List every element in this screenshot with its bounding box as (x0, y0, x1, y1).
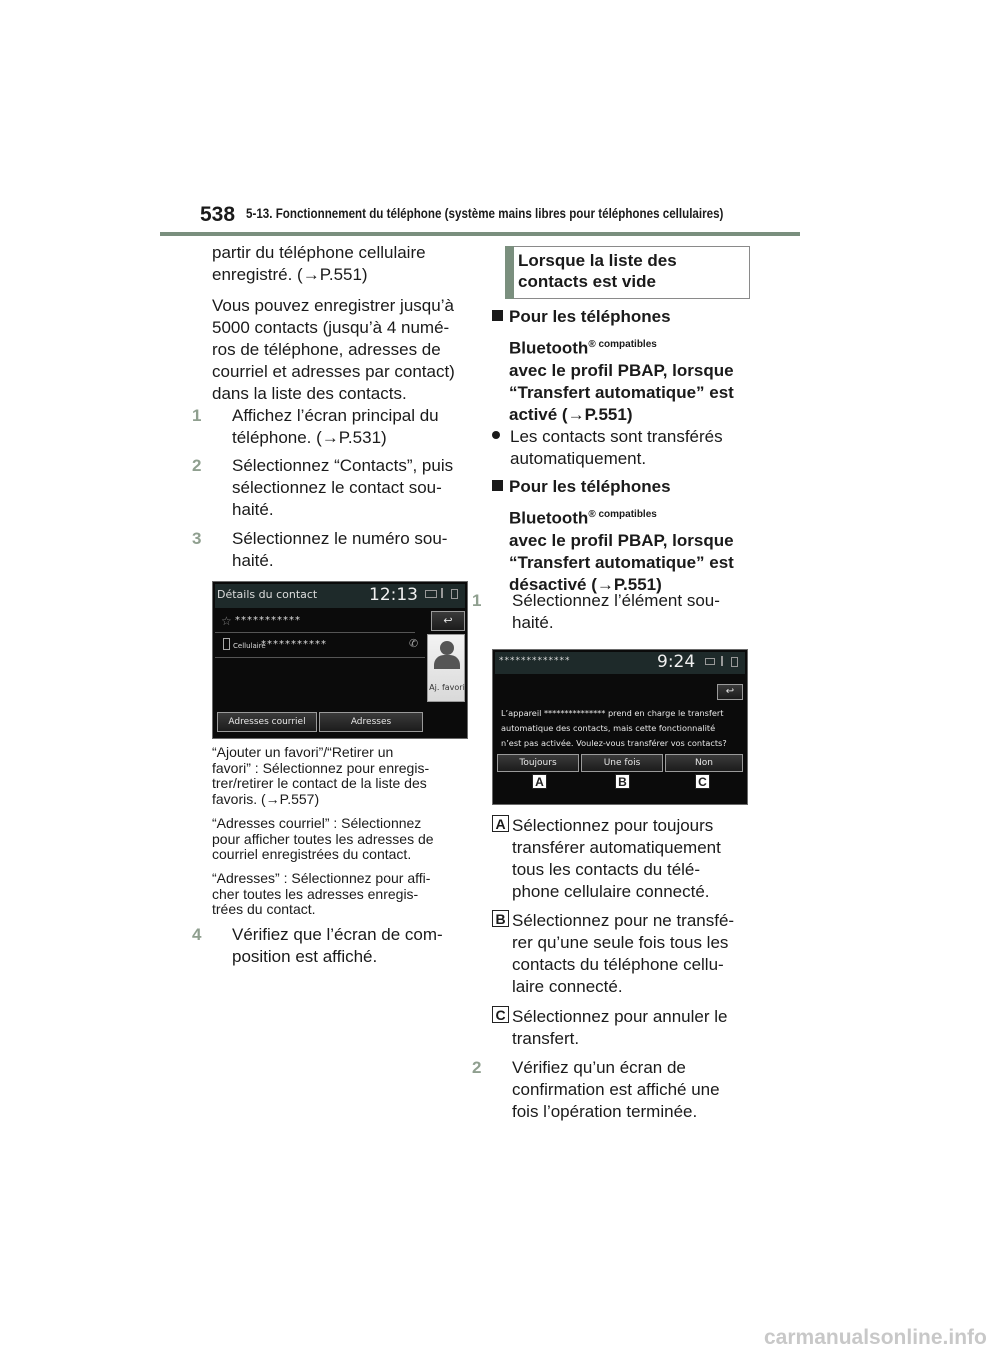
step-1 (192, 405, 482, 449)
caption-line: favori” : Sélectionnez pour enregis- (212, 759, 430, 776)
status-icon (425, 590, 437, 598)
signal-icon (441, 588, 447, 598)
paragraph-line: courriel et adresses par contact) (212, 362, 455, 381)
avatar-head (440, 641, 454, 655)
contact-details-screenshot (212, 581, 468, 739)
step-text: Sélectionnez “Contacts”, puis (232, 456, 454, 475)
step-text: Vérifiez que l’écran de com- (232, 925, 443, 944)
phone-icon (223, 638, 230, 650)
subhead-line: ® compatibles (588, 509, 657, 520)
step-text: position est affiché. (232, 947, 378, 966)
no-button[interactable]: Non (665, 754, 743, 772)
step-text: sélectionnez le contact sou- (232, 478, 442, 497)
step-text: Affichez l’écran principal du (232, 406, 439, 425)
description-a (512, 815, 762, 903)
step-2 (192, 455, 482, 521)
transfer-prompt-screenshot (492, 649, 748, 805)
description-line: Sélectionnez pour ne transfé- (512, 911, 735, 930)
caption-addresses (212, 871, 472, 918)
caption-favorite (212, 745, 472, 807)
addresses-button[interactable]: Adresses (319, 712, 423, 732)
subhead-line: ® compatibles (588, 339, 657, 350)
paragraph-line: ros de téléphone, adresses de (212, 340, 441, 359)
paragraph-line: dans la liste des contacts. (212, 384, 407, 403)
step-number: 4 (192, 925, 202, 944)
callout-label-c: C (695, 774, 710, 789)
callout-label-a: A (532, 774, 547, 789)
step-text: fois l’opération terminée. (512, 1102, 698, 1121)
step-4 (192, 924, 482, 968)
step-number: 2 (192, 456, 202, 475)
caption-line: trées du contact. (212, 901, 316, 917)
step-text: haité. (232, 500, 274, 519)
caption-line: pour afficher toutes les adresses de (212, 830, 434, 847)
subhead-line: avec le profil PBAP, lorsque (509, 360, 734, 380)
clock: 9:24 (657, 652, 696, 672)
step-3 (192, 528, 482, 572)
header-rule (160, 232, 800, 236)
caption-line: cher toutes les adresses enregis- (212, 885, 419, 902)
description-line: contacts du téléphone cellu- (512, 955, 724, 974)
transfer-message (501, 706, 745, 751)
paragraph (212, 295, 472, 405)
section-title (518, 250, 677, 292)
add-favorite-label: Aj. favori (429, 683, 465, 692)
phone-number: *********** (261, 639, 327, 650)
avatar-body (434, 655, 460, 669)
step-text: Vérifiez qu’un écran de (512, 1058, 686, 1077)
subhead-deactivated (492, 476, 762, 596)
message-line: n’est pas activée. Voulez-vous transférer vos contacts? (501, 738, 727, 748)
caption-line: “Adresses courriel” : Sélectionnez (212, 815, 422, 831)
description-line: rer qu’une seule fois tous les (512, 933, 729, 952)
step-number: 1 (472, 591, 482, 610)
subhead-line: activé (→P.551) (509, 404, 633, 424)
description-line: transfert. (512, 1029, 580, 1048)
watermark: carmanualsonline.info (764, 1326, 987, 1349)
step-text: téléphone. (→P.531) (232, 428, 387, 447)
step-number: 3 (192, 529, 202, 548)
name-row (215, 610, 415, 633)
description-line: transférer automatiquement (512, 838, 721, 857)
bullet-line: Les contacts sont transférés (510, 427, 723, 446)
subhead-line: Pour les téléphones (509, 307, 671, 326)
callout-label-b: B (615, 774, 630, 789)
intro-line: partir du téléphone cellulaire (212, 243, 426, 262)
chapter-title: 5-13. Fonctionnement du téléphone (système mains libres pour téléphones cellulaires) (246, 206, 724, 221)
phone-type: Cellulaire (233, 642, 266, 650)
message-line: L’appareil *************** prend en charge le transfert (501, 708, 724, 718)
email-addresses-button[interactable]: Adresses courriel (217, 712, 317, 732)
step-text: haité. (512, 613, 554, 632)
section-accent-bar (505, 246, 514, 299)
caption-email (212, 816, 472, 863)
right-step-2 (472, 1057, 762, 1123)
back-button[interactable]: ↩ (717, 684, 743, 700)
bullet-line: automatiquement. (510, 449, 647, 468)
caption-line: “Ajouter un favori”/“Retirer un (212, 744, 394, 760)
intro-text (212, 242, 472, 286)
device-name: ************* (499, 656, 571, 666)
right-step-1 (472, 590, 762, 634)
step-text: Sélectionnez l’élément sou- (512, 591, 720, 610)
description-line: Sélectionnez pour toujours (512, 816, 714, 835)
caption-line: “Adresses” : Sélectionnez pour affi- (212, 870, 431, 886)
step-text: confirmation est affiché une (512, 1080, 720, 1099)
description-c (512, 1006, 762, 1050)
description-line: tous les contacts du télé- (512, 860, 701, 879)
section-title-line: Lorsque la liste des (518, 251, 677, 270)
battery-icon (731, 657, 738, 667)
section-title-line: contacts est vide (518, 272, 656, 291)
battery-icon (451, 589, 458, 599)
caption-line: favoris. (→P.557) (212, 790, 320, 807)
phone-row[interactable] (215, 633, 425, 658)
subhead-line: Bluetooth (509, 508, 589, 528)
description-line: laire connecté. (512, 977, 623, 996)
subhead-line: Bluetooth (509, 338, 589, 358)
back-button[interactable]: ↩ (431, 611, 465, 631)
signal-icon (721, 656, 727, 666)
description-line: phone cellulaire connecté. (512, 882, 710, 901)
star-icon[interactable]: ☆ (221, 614, 232, 628)
round-bullet-icon (492, 431, 500, 439)
subhead-line: avec le profil PBAP, lorsque (509, 530, 734, 550)
description-line: Sélectionnez pour annuler le (512, 1007, 728, 1026)
clock: 12:13 (369, 585, 418, 605)
bullet-transferred (492, 426, 762, 470)
always-button[interactable]: Toujours (497, 754, 579, 772)
contact-name: *********** (235, 615, 301, 626)
caption-line: courriel enregistrées du contact. (212, 846, 412, 862)
label-b: B (492, 910, 509, 927)
label-a: A (492, 815, 509, 832)
label-c: C (492, 1006, 509, 1023)
step-number: 1 (192, 406, 202, 425)
square-bullet-icon (492, 310, 503, 321)
call-icon[interactable]: ✆ (409, 638, 419, 650)
paragraph-line: Vous pouvez enregistrer jusqu’à (212, 296, 454, 315)
status-icon (705, 658, 715, 665)
paragraph-line: 5000 contacts (jusqu’à 4 numé- (212, 318, 450, 337)
page-number: 538 (200, 203, 236, 226)
once-button[interactable]: Une fois (581, 754, 663, 772)
subhead-line: “Transfert automatique” est (509, 382, 734, 402)
caption-line: trer/retirer le contact de la liste des (212, 775, 427, 791)
step-text: haité. (232, 551, 274, 570)
subhead-line: Pour les téléphones (509, 477, 671, 496)
intro-line: enregistré. (→P.551) (212, 265, 368, 284)
square-bullet-icon (492, 480, 503, 491)
subhead-activated (492, 306, 762, 426)
step-text: Sélectionnez le numéro sou- (232, 529, 448, 548)
message-line: automatique des contacts, mais cette fonctionnalité (501, 723, 716, 733)
description-b (512, 910, 762, 998)
subhead-line: désactivé (→P.551) (509, 574, 662, 594)
add-favorite-button[interactable] (427, 634, 465, 702)
step-number: 2 (472, 1058, 482, 1077)
screen-title: Détails du contact (217, 588, 318, 601)
subhead-line: “Transfert automatique” est (509, 552, 734, 572)
